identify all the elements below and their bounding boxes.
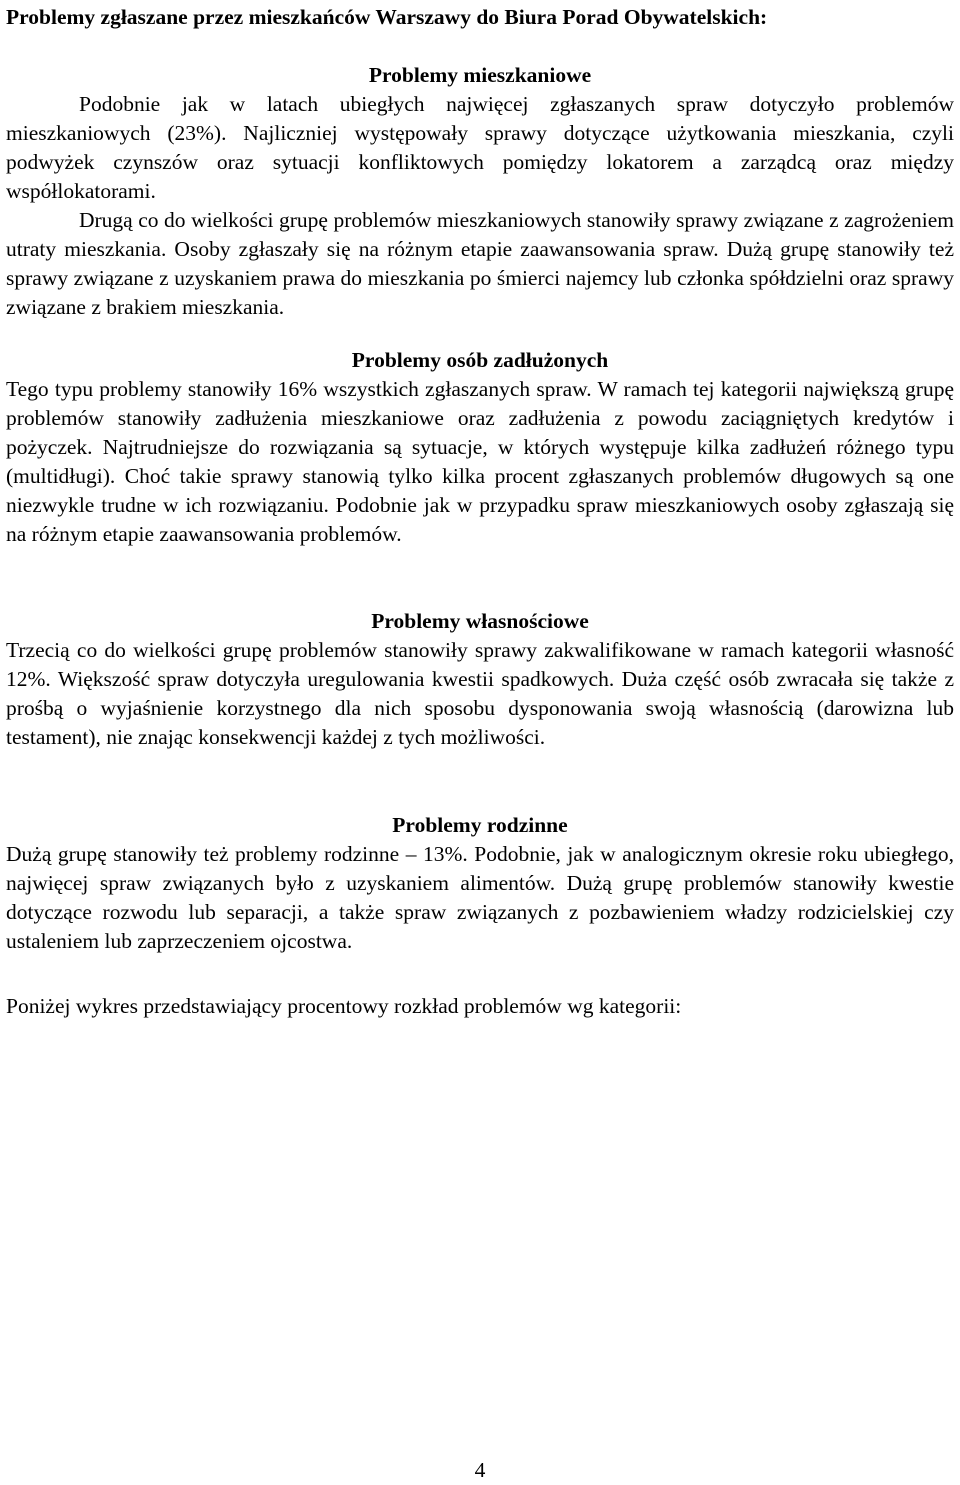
section-property	[6, 607, 954, 752]
paragraph-family-1: Dużą grupę stanowiły też problemy rodzinne – 13%. Podobnie, jak w analogicznym okresie roku ubiegłego, najwięcej spraw związanych było z uzyskaniem alimentów. Dużą grupę problemów stanowiły kwestie dotyczące rozwodu lub separacji, a także spraw związanych z pozbawieniem władzy rodzicielskiej czy ustaleniem lub zaprzeczeniem ojcostwa.	[6, 842, 954, 953]
section-debt	[6, 346, 954, 549]
paragraph-debt-1: Tego typu problemy stanowiły 16% wszystkich zgłaszanych spraw. W ramach tej kategorii największą grupę problemów stanowiły zadłużenia mieszkaniowe oraz zadłużenia z powodu zaciągniętych kredytów i pożyczek. Najtrudniejsze do rozwiązania są sytuacje, w których występuje kilka zadłużeń różnego typu (multidługi). Choć takie sprawy stanowią tylko kilka procent zgłaszanych problemów długowych są one niezwykle trudne w ich rozwiązaniu. Podobnie jak w przypadku spraw mieszkaniowych osoby zgłaszają się na różnym etapie zaawansowania problemów.	[6, 377, 954, 546]
document-title: Problemy zgłaszane przez mieszkańców Warszawy do Biura Porad Obywatelskich:	[6, 5, 768, 29]
closing-section	[6, 992, 954, 1021]
section-heading-debt: Problemy osób zadłużonych	[351, 348, 609, 372]
section-housing	[6, 61, 954, 322]
closing-paragraph: Poniżej wykres przedstawiający procentowy rozkład problemów wg kategorii:	[6, 994, 682, 1018]
section-family	[6, 811, 954, 956]
section-heading-housing: Problemy mieszkaniowe	[368, 63, 592, 87]
page-number: 4	[474, 1458, 486, 1482]
paragraph-property-1: Trzecią co do wielkości grupę problemów stanowiły sprawy zakwalifikowane w ramach kategorii własność 12%. Większość spraw dotyczyła uregulowania kwestii spadkowych. Duża część osób zwracała się także z prośbą o wyjaśnienie korzystnego dla nich sposobu dysponowania swoją własnością (darowizna lub testament), nie znając konsekwencji każdej z tych możliwości.	[6, 638, 954, 749]
paragraph-housing-1: Podobnie jak w latach ubiegłych najwięcej zgłaszanych spraw dotyczyło problemów mieszkaniowych (23%). Najliczniej występowały sprawy dotyczące użytkowania mieszkania, czyli podwyżek czynszów oraz sytuacji konfliktowych pomiędzy lokatorem a zarządcą oraz między współlokatorami.	[6, 92, 954, 203]
section-heading-property: Problemy własnościowe	[371, 609, 589, 633]
paragraph-housing-2: Drugą co do wielkości grupę problemów mieszkaniowych stanowiły sprawy związane z zagrożeniem utraty mieszkania. Osoby zgłaszały się na różnym etapie zaawansowania spraw. Dużą grupę stanowiły też sprawy związane z uzyskaniem prawa do mieszkania po śmierci najemcy lub członka spółdzielni oraz sprawy związane z brakiem mieszkania.	[6, 208, 954, 319]
section-heading-family: Problemy rodzinne	[392, 813, 568, 837]
